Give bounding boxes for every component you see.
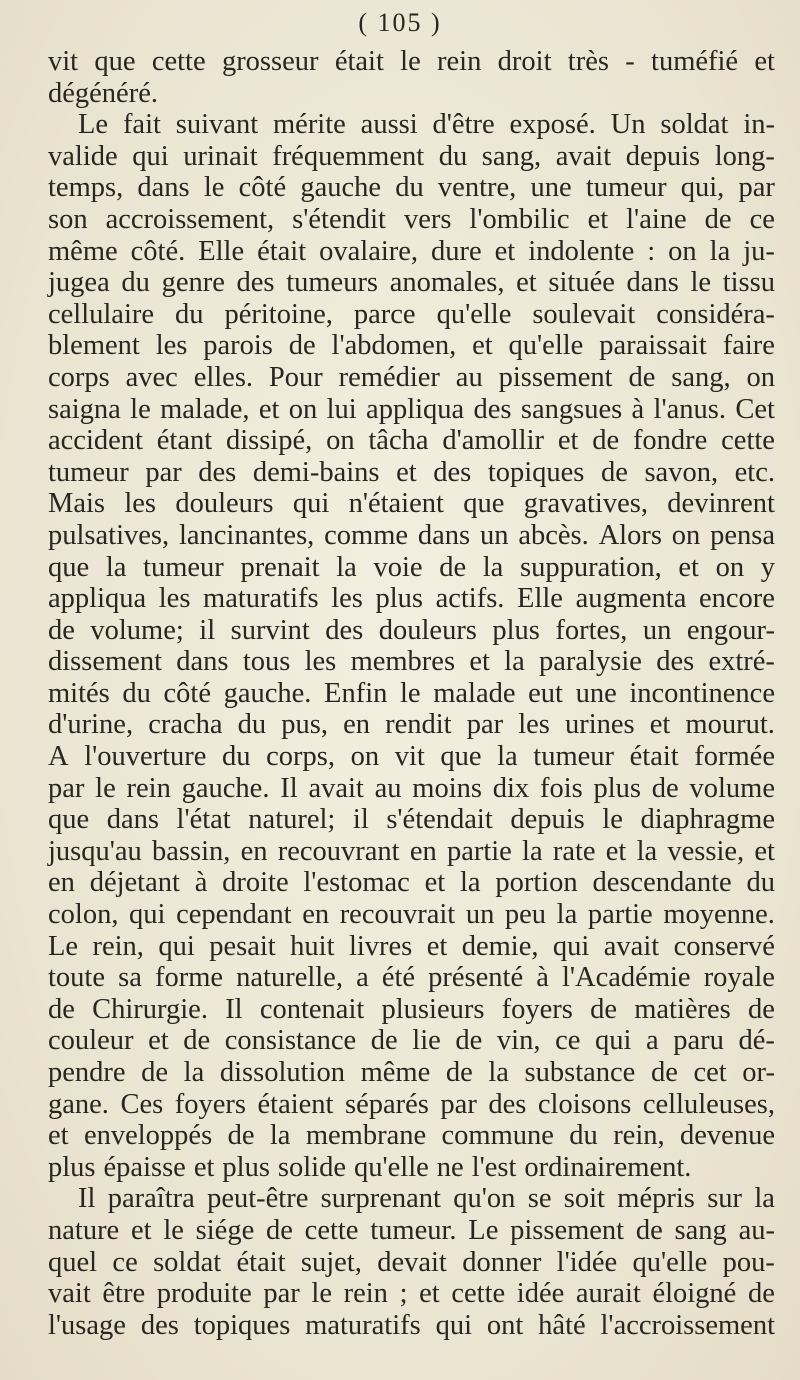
text-line: pendre de la dissolution même de la substance de cet or- bbox=[48, 1057, 775, 1088]
text-line: valide qui urinait fréquemment du sang, avait depuis long- bbox=[48, 140, 775, 172]
text-line: vit que cette grosseur était le rein droit très - tuméfié et bbox=[48, 46, 775, 77]
text-line: blement les parois de l'abdomen, et qu'elle paraissait faire bbox=[48, 330, 775, 362]
text-line: d'urine, cracha du pus, en rendit par les urines et mourut. bbox=[48, 709, 775, 741]
text-line: quel ce soldat était sujet, devait donner l'idée qu'elle pou- bbox=[48, 1246, 775, 1278]
text-line: que la tumeur prenait la voie de la suppuration, et on y bbox=[48, 551, 775, 583]
text-line: dissement dans tous les membres et la paralysie des extré- bbox=[48, 646, 775, 678]
text-line: vait être produite par le rein ; et cette idée aurait éloigné de bbox=[48, 1278, 775, 1310]
text-line: Mais les douleurs qui n'étaient que gravatives, devinrent bbox=[48, 488, 775, 520]
text-line: plus épaisse et plus solide qu'elle ne l'est ordinairement. bbox=[48, 1151, 692, 1183]
text-line: jugea du genre des tumeurs anomales, et située dans le tissu bbox=[48, 267, 775, 299]
text-line: son accroissement, s'étendit vers l'ombilic et l'aine de ce bbox=[48, 203, 775, 235]
text-line: par le rein gauche. Il avait au moins dix fois plus de volume bbox=[48, 772, 775, 804]
text-line: que dans l'état naturel; il s'étendait depuis le diaphragme bbox=[48, 804, 775, 836]
text-line: pulsatives, lancinantes, comme dans un abcès. Alors on pensa bbox=[48, 519, 775, 551]
text-line: l'usage des topiques maturatifs qui ont hâté l'accroissement bbox=[48, 1309, 775, 1341]
text-line: Il paraîtra peut-être surprenant qu'on se soit mépris sur la bbox=[78, 1183, 775, 1215]
text-line: cellulaire du péritoine, parce qu'elle soulevait considéra- bbox=[48, 298, 775, 330]
page-text bbox=[48, 46, 775, 1341]
text-line: colon, qui cependant en recouvrait un peu la partie moyenne. bbox=[48, 899, 775, 931]
text-line: de volume; il survint des douleurs plus fortes, un engour- bbox=[48, 614, 775, 646]
text-line: dégénéré. bbox=[48, 77, 158, 109]
text-line: Le fait suivant mérite aussi d'être exposé. Un soldat in- bbox=[78, 109, 775, 141]
text-line: tumeur par des demi-bains et des topiques de savon, etc. bbox=[48, 456, 775, 488]
text-line: corps avec elles. Pour remédier au pissement de sang, on bbox=[48, 361, 775, 393]
text-line: A l'ouverture du corps, on vit que la tumeur était formée bbox=[48, 741, 775, 773]
text-line: de Chirurgie. Il contenait plusieurs foyers de matières de bbox=[48, 993, 775, 1025]
text-line: toute sa forme naturelle, a été présenté à l'Académie royale bbox=[48, 962, 775, 994]
text-line: jusqu'au bassin, en recouvrant en partie la rate et la vessie, et bbox=[48, 835, 775, 867]
text-line: en déjetant à droite l'estomac et la portion descendante du bbox=[48, 867, 775, 899]
text-line: nature et le siége de cette tumeur. Le pissement de sang au- bbox=[48, 1214, 775, 1246]
text-line: temps, dans le côté gauche du ventre, une tumeur qui, par bbox=[48, 172, 775, 204]
text-line: appliqua les maturatifs les plus actifs. Elle augmenta encore bbox=[48, 583, 775, 615]
page-number: ( 105 ) bbox=[358, 8, 442, 37]
text-line: couleur et de consistance de lie de vin, ce qui a paru dé- bbox=[48, 1025, 775, 1057]
text-line: et enveloppés de la membrane commune du rein, devenue bbox=[48, 1120, 775, 1152]
text-line: mités du côté gauche. Enfin le malade eut une incontinence bbox=[48, 677, 775, 709]
text-line: même côté. Elle était ovalaire, dure et indolente : on la ju- bbox=[48, 235, 775, 267]
text-line: gane. Ces foyers étaient séparés par des cloisons celluleuses, bbox=[48, 1088, 775, 1120]
text-line: saigna le malade, et on lui appliqua des sangsues à l'anus. Cet bbox=[48, 393, 775, 425]
text-line: Le rein, qui pesait huit livres et demie, qui avait conservé bbox=[48, 930, 775, 962]
text-line: accident étant dissipé, on tâcha d'amollir et de fondre cette bbox=[48, 425, 775, 457]
